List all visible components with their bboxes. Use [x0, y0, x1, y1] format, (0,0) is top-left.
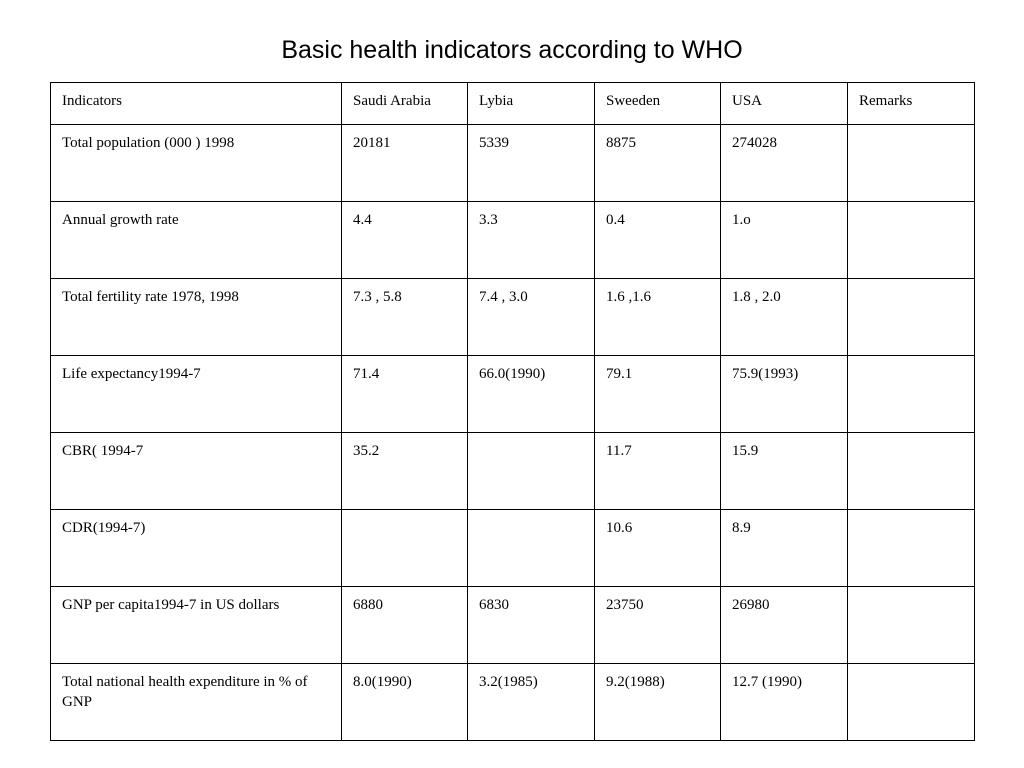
table-cell: 10.6 [595, 510, 721, 587]
table-cell: 79.1 [595, 356, 721, 433]
table-cell: 8875 [595, 125, 721, 202]
table-cell: Total population (000 ) 1998 [51, 125, 342, 202]
page-title: Basic health indicators according to WHO [281, 36, 743, 64]
table-header-row [51, 83, 975, 125]
table-cell: 26980 [721, 587, 848, 664]
table-cell: 0.4 [595, 202, 721, 279]
table-cell: 71.4 [342, 356, 468, 433]
table-row [51, 356, 975, 433]
table-cell [848, 664, 975, 741]
table-cell: 8.0(1990) [342, 664, 468, 741]
column-header-saudi-arabia: Saudi Arabia [342, 83, 468, 125]
table-cell [848, 587, 975, 664]
table-cell: 7.3 , 5.8 [342, 279, 468, 356]
table-cell: 75.9(1993) [721, 356, 848, 433]
table-row [51, 587, 975, 664]
table-cell: 274028 [721, 125, 848, 202]
table-cell [342, 510, 468, 587]
table-cell: 8.9 [721, 510, 848, 587]
table-cell: Annual growth rate [51, 202, 342, 279]
table-cell: 9.2(1988) [595, 664, 721, 741]
table-cell: 66.0(1990) [468, 356, 595, 433]
table-cell [848, 510, 975, 587]
table-cell: 20181 [342, 125, 468, 202]
table-cell [848, 202, 975, 279]
table-cell [848, 433, 975, 510]
table-row [51, 433, 975, 510]
table-row [51, 202, 975, 279]
table-cell [468, 510, 595, 587]
table-row [51, 510, 975, 587]
table-cell [468, 433, 595, 510]
table-cell: GNP per capita1994-7 in US dollars [51, 587, 342, 664]
column-header-sweeden: Sweeden [595, 83, 721, 125]
table-cell: Life expectancy1994-7 [51, 356, 342, 433]
table-row [51, 664, 975, 741]
table-cell: 11.7 [595, 433, 721, 510]
table-cell: 5339 [468, 125, 595, 202]
table-cell: Total national health expenditure in % of GNP [51, 664, 342, 741]
table-cell: Total fertility rate 1978, 1998 [51, 279, 342, 356]
table-cell: 4.4 [342, 202, 468, 279]
column-header-usa: USA [721, 83, 848, 125]
table-cell: 35.2 [342, 433, 468, 510]
table-cell: 3.3 [468, 202, 595, 279]
table-row [51, 279, 975, 356]
table-cell: 3.2(1985) [468, 664, 595, 741]
column-header-lybia: Lybia [468, 83, 595, 125]
table-cell: 12.7 (1990) [721, 664, 848, 741]
table-cell [848, 279, 975, 356]
table-cell: 1.8 , 2.0 [721, 279, 848, 356]
table-cell: 15.9 [721, 433, 848, 510]
table-cell: 1.o [721, 202, 848, 279]
table-row [51, 125, 975, 202]
table-cell [848, 125, 975, 202]
table-cell [848, 356, 975, 433]
table-cell: 23750 [595, 587, 721, 664]
table-cell: 6880 [342, 587, 468, 664]
table-cell: 6830 [468, 587, 595, 664]
table-cell: CBR( 1994-7 [51, 433, 342, 510]
table-cell: 1.6 ,1.6 [595, 279, 721, 356]
health-indicators-table [50, 82, 975, 741]
column-header-remarks: Remarks [848, 83, 975, 125]
table-cell: CDR(1994-7) [51, 510, 342, 587]
table-cell: 7.4 , 3.0 [468, 279, 595, 356]
column-header-indicators: Indicators [51, 83, 342, 125]
